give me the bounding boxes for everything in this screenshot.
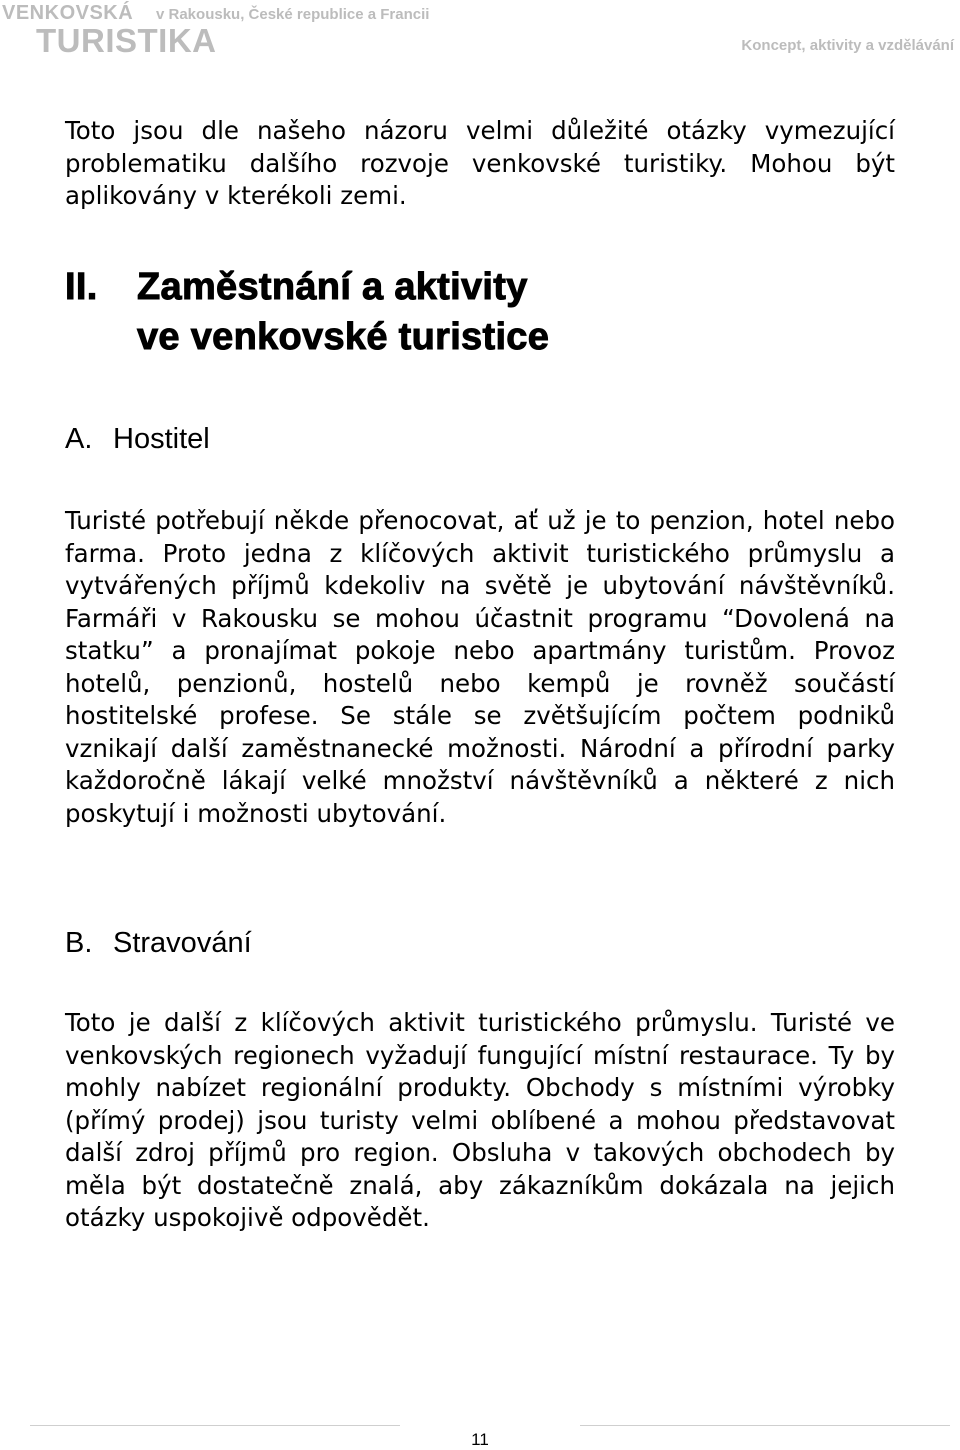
section-b-heading <box>65 926 252 960</box>
section-a-paragraph: Turisté potřebují někde přenocovat, ať už je to penzion, hotel nebo farma. Proto jedna z klíčových aktivit turistického průmyslu a vytvářených příjmů kdekoliv na světě je ubytování návštěvníků. Farmáři v Rakousku se mohou účastnit programu “Dovolená na statku” a pronajímat pokoje nebo apartmány turistům. Provoz hotelů, penzionů, hostelů nebo kempů je rovněž součástí hostitelské profese. Se stále se zvětšujícím počtem podniků vznikají další zaměstnanecké možnosti. Národní a přírodní parky každoročně lákají velké množství návštěvníků a některé z nich poskytují i možnosti ubytování. <box>65 506 895 828</box>
footer-divider-left <box>30 1425 400 1426</box>
brand-title-line1: VENKOVSKÁ <box>2 2 134 24</box>
section-b-title: Stravování <box>113 927 252 959</box>
section-b-letter: B. <box>65 927 93 959</box>
chapter-title-line2: ve venkovské turistice <box>137 316 550 358</box>
section-a-heading <box>65 422 210 456</box>
chapter-number: II. <box>65 266 98 308</box>
chapter-title <box>137 262 549 362</box>
header-section-title: Koncept, aktivity a vzdělávání <box>741 37 954 54</box>
brand-subtitle: v Rakousku, České republice a Francii <box>156 6 430 23</box>
chapter-title-line1: Zaměstnání a aktivity <box>137 266 528 308</box>
section-a-letter: A. <box>65 423 93 455</box>
intro-paragraph: Toto jsou dle našeho názoru velmi důležité otázky vymezující problematiku dalšího rozvoje venkovské turistiky. Mohou být aplikovány v kterékoli zemi. <box>65 116 895 210</box>
brand-title-line2: TURISTIKA <box>36 22 217 59</box>
section-b-paragraph: Toto je další z klíčových aktivit turistického průmyslu. Turisté ve venkovských regionech vyžadují fungující místní restaurace. Ty by mohly nabízet regionální produkty. Obchody s místními výrobky (přímý prodej) jsou turisty velmi oblíbené a mohou představovat další zdroj příjmů pro region. Obsluha v takových obchodech by měla být dostatečně znalá, aby zákazníkům dokázala na jejich otázky uspokojivě odpovědět. <box>65 1008 895 1232</box>
footer-divider-right <box>580 1425 950 1426</box>
page-header <box>0 0 960 70</box>
page-number: 11 <box>471 1430 489 1449</box>
section-a-title: Hostitel <box>113 423 210 455</box>
